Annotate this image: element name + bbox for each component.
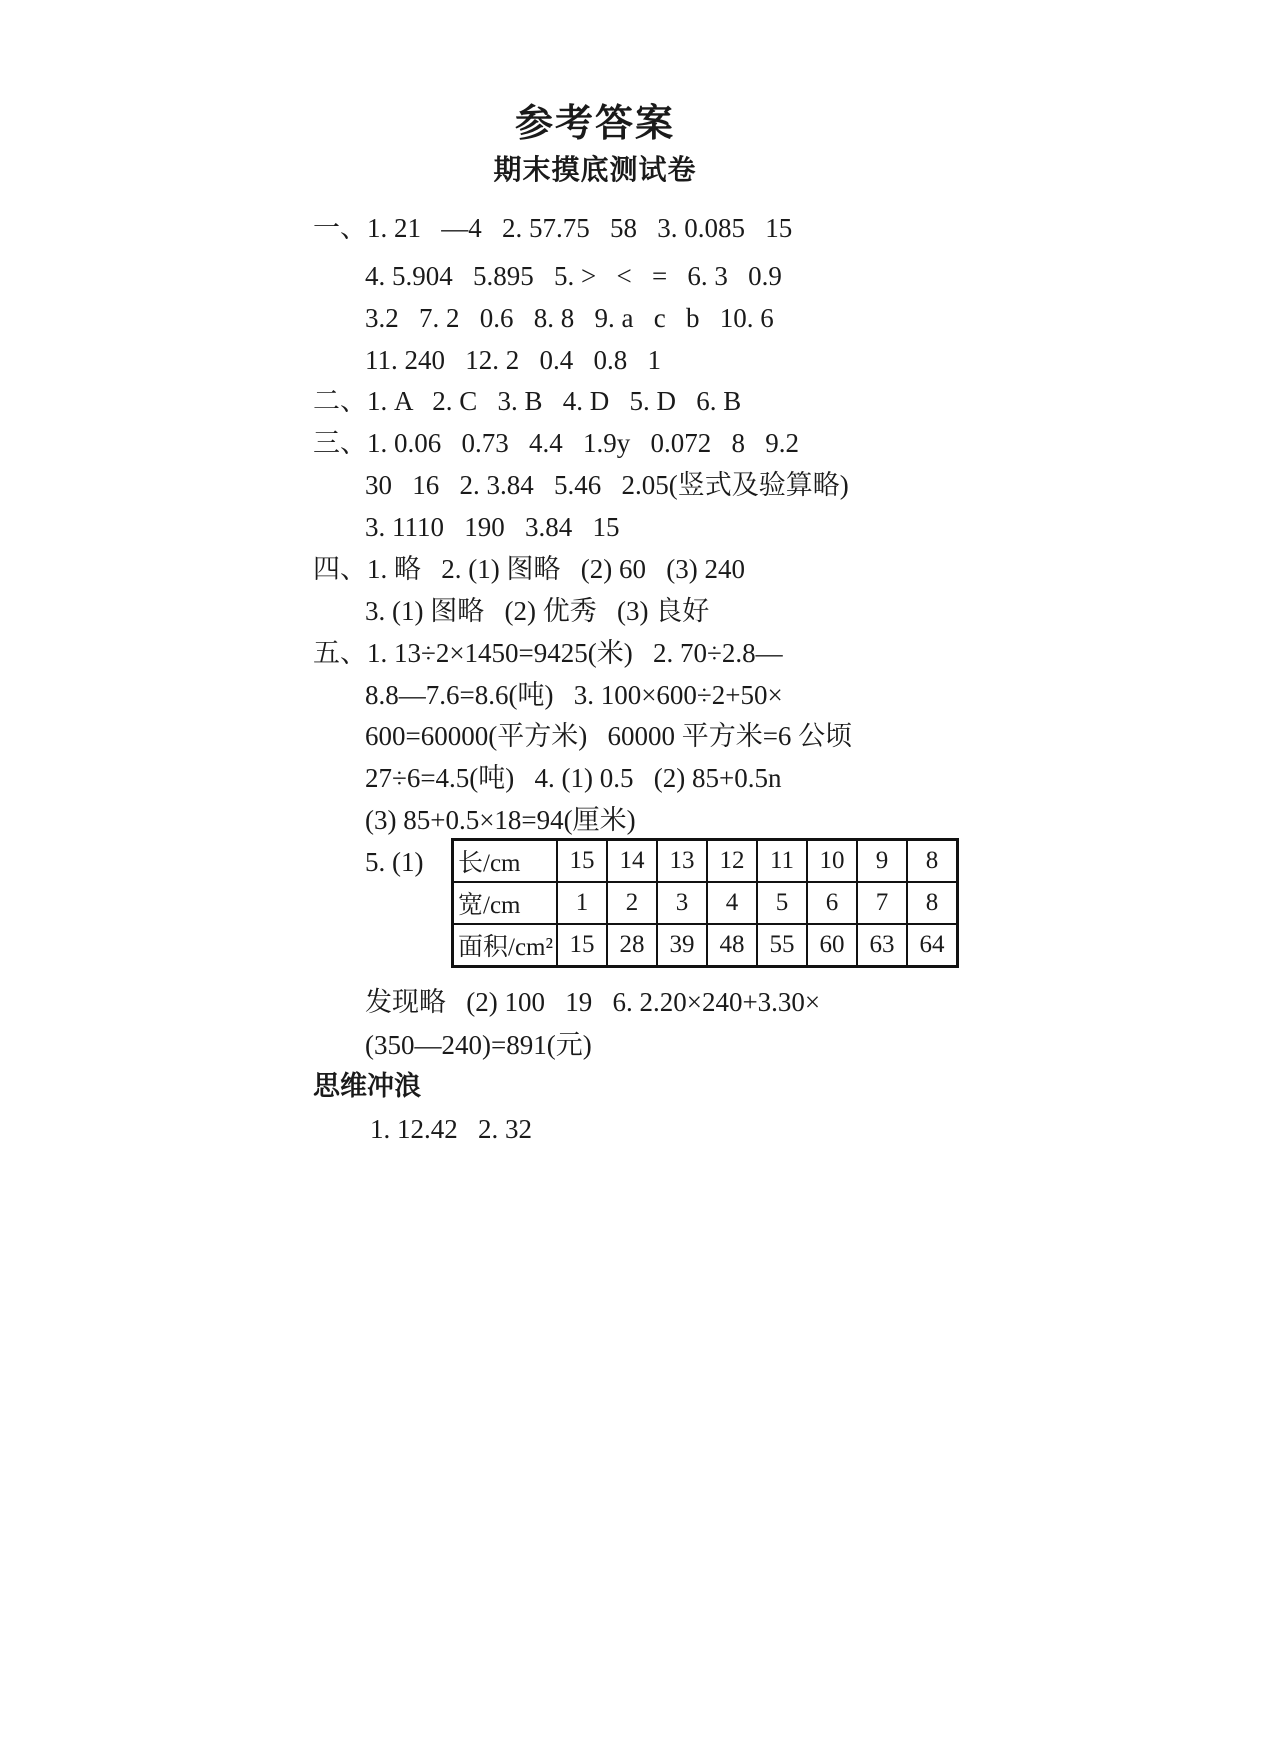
table-cell: 8	[907, 882, 958, 924]
table-cell: 55	[757, 924, 807, 967]
answer-line: 二、1. A 2. C 3. B 4. D 5. D 6. B	[313, 386, 742, 416]
table-cell: 15	[557, 924, 607, 967]
table-cell: 11	[757, 840, 807, 883]
answer-line: 27÷6=4.5(吨) 4. (1) 0.5 (2) 85+0.5n	[365, 763, 782, 793]
table-row	[453, 924, 958, 967]
table-cell: 28	[607, 924, 657, 967]
answer-line: 3.2 7. 2 0.6 8. 8 9. a c b 10. 6	[365, 303, 774, 333]
answer-title: 参考答案	[514, 101, 675, 145]
row-header: 长/cm	[453, 840, 558, 883]
table-cell: 63	[857, 924, 907, 967]
section-heading: 思维冲浪	[313, 1071, 421, 1102]
table-cell: 9	[857, 840, 907, 883]
answer-line: 30 16 2. 3.84 5.46 2.05(竖式及验算略)	[365, 470, 849, 500]
answer-line: 发现略 (2) 100 19 6. 2.20×240+3.30×	[365, 987, 821, 1017]
table-cell: 48	[707, 924, 757, 967]
table-cell: 64	[907, 924, 958, 967]
answer-line: (3) 85+0.5×18=94(厘米)	[365, 805, 636, 835]
table-cell: 39	[657, 924, 707, 967]
table-row	[453, 840, 958, 883]
answer-line: 四、1. 略 2. (1) 图略 (2) 60 (3) 240	[313, 554, 745, 584]
answer-line: 8.8—7.6=8.6(吨) 3. 100×600÷2+50×	[365, 680, 783, 710]
table-cell: 60	[807, 924, 857, 967]
row-header: 宽/cm	[453, 882, 558, 924]
table-cell: 2	[607, 882, 657, 924]
answer-line: (350—240)=891(元)	[365, 1030, 592, 1060]
table-cell: 13	[657, 840, 707, 883]
table-cell: 1	[557, 882, 607, 924]
answer-line: 五、1. 13÷2×1450=9425(米) 2. 70÷2.8—	[313, 638, 783, 668]
table-cell: 5	[757, 882, 807, 924]
table-cell: 4	[707, 882, 757, 924]
answer-line: 3. (1) 图略 (2) 优秀 (3) 良好	[365, 596, 710, 626]
table-cell: 3	[657, 882, 707, 924]
table-cell: 15	[557, 840, 607, 883]
answer-line: 三、1. 0.06 0.73 4.4 1.9y 0.072 8 9.2	[313, 428, 799, 458]
dimension-table	[451, 838, 959, 968]
table-cell: 14	[607, 840, 657, 883]
answer-line: 5. (1)	[365, 847, 424, 877]
answer-line: 3. 1110 190 3.84 15	[365, 512, 620, 542]
answer-line: 一、1. 21 —4 2. 57.75 58 3. 0.085 15	[313, 213, 793, 243]
table-cell: 7	[857, 882, 907, 924]
table-cell: 8	[907, 840, 958, 883]
exam-subtitle: 期末摸底测试卷	[493, 153, 697, 186]
answer-line: 11. 240 12. 2 0.4 0.8 1	[365, 345, 661, 375]
row-header: 面积/cm²	[453, 924, 558, 967]
table-cell: 12	[707, 840, 757, 883]
table-row	[453, 882, 958, 924]
table-cell: 6	[807, 882, 857, 924]
answer-line: 1. 12.42 2. 32	[370, 1114, 532, 1144]
answer-line: 4. 5.904 5.895 5. > < = 6. 3 0.9	[365, 261, 782, 291]
table-cell: 10	[807, 840, 857, 883]
answer-line: 600=60000(平方米) 60000 平方米=6 公顷	[365, 721, 853, 751]
